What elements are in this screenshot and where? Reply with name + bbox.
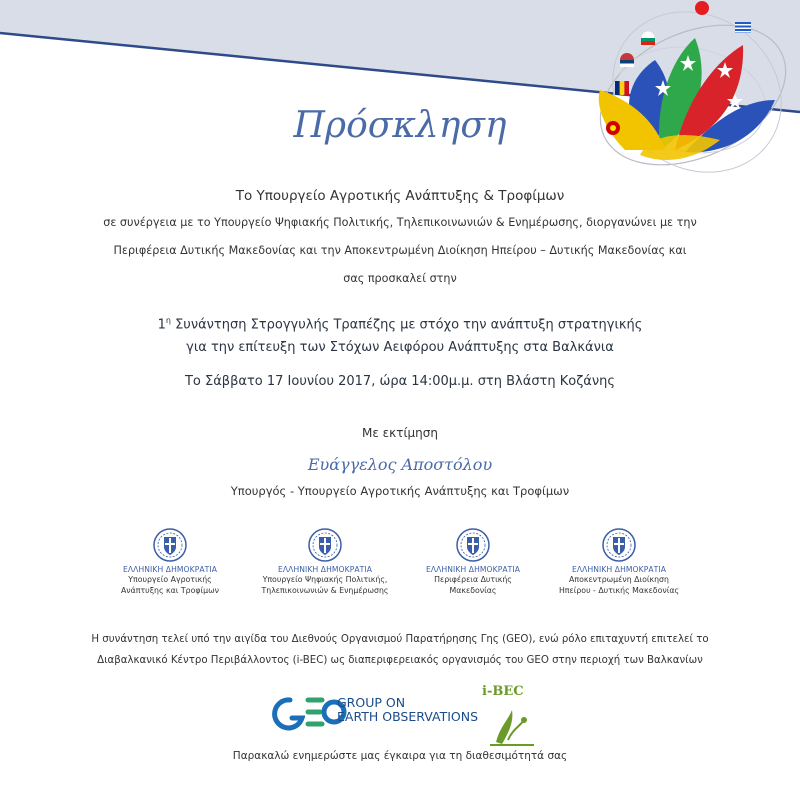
greek-crest-icon [307, 527, 343, 563]
invitation-text-line: σε συνέργεια με το Υπουργείο Ψηφιακής Πολιτικής, Τηλεπικοινωνιών & Ενημέρωσης, διοργανώνει με την [103, 216, 697, 229]
invitation-text-line: Περιφέρεια Δυτικής Μακεδονίας και την Αποκεντρωμένη Διοίκηση Ηπείρου – Δυτικής Μακεδονίας και [113, 244, 687, 257]
invitation-text-line: σας προσκαλεί στην [343, 272, 457, 285]
event-title-line-1: $1^\eta$ Συνάντηση Στρογγυλής Τραπέζης με στόχο την ανάπτυξη στρατηγικής [157, 316, 643, 333]
balkan-lotus-emblem [585, 0, 800, 185]
greek-crest-icon [601, 527, 637, 563]
logo-decentralized-administration: ΕΛΛΗΝΙΚΗ ΔΗΜΟΚΡΑΤΙΑ Αποκεντρωμένη Διοίκηση Ηπείρου - Δυτικής Μακεδονίας [534, 527, 704, 596]
signature-closing: Με εκτίμηση [362, 426, 438, 440]
signature-role: Υπουργός - Υπουργείο Αγροτικής Ανάπτυξης και Τροφίμων [230, 484, 570, 498]
organizer-line: Το Υπουργείο Αγροτικής Ανάπτυξης & Τροφίμων [235, 188, 565, 204]
footer-note-line-1: Η συνάντηση τελεί υπό την αιγίδα του Διεθνούς Οργανισμού Παρατήρησης Γης (GEO), ενώ ρόλο επιταχυντή επιτελεί το [91, 634, 709, 645]
ibec-label: i-BEC [482, 684, 524, 699]
logo-ministry-agriculture: ΕΛΛΗΝΙΚΗ ΔΗΜΟΚΡΑΤΙΑ Υπουργείο Αγροτικής Ανάπτυξης και Τροφίμων [85, 527, 255, 596]
geo-wordmark: GROUP ON EARTH OBSERVATIONS [337, 695, 479, 724]
logo-region-western-macedonia: ΕΛΛΗΝΙΚΗ ΔΗΜΟΚΡΑΤΙΑ Περιφέρεια Δυτικής Μακεδονίας [388, 527, 558, 596]
logo-ministry-digital-policy: ΕΛΛΗΝΙΚΗ ΔΗΜΟΚΡΑΤΙΑ Υπουργείο Ψηφιακής Πολιτικής, Τηλεπικοινωνιών & Ενημέρωσης [240, 527, 410, 596]
signature-name: Ευάγγελος Αποστόλου [307, 455, 493, 474]
rsvp-note: Παρακαλώ ενημερώστε μας έγκαιρα για τη διαθεσιμότητά σας [232, 750, 568, 762]
footer-note-line-2: Διαβαλκανικό Κέντρο Περιβάλλοντος (i-BEC) ως διαπεριφερειακός οργανισμός του GEO στην περιοχή των Βαλκανίων [97, 655, 703, 666]
page-title: Πρόσκληση [293, 105, 507, 146]
event-datetime: Το Σάββατο 17 Ιουνίου 2017, ώρα 14:00μ.μ. στη Βλάστη Κοζάνης [184, 374, 616, 389]
greek-crest-icon [455, 527, 491, 563]
greek-crest-icon [152, 527, 188, 563]
event-title-line-2: για την επίτευξη των Στόχων Αειφόρου Ανάπτυξης στα Βαλκάνια [186, 340, 614, 355]
